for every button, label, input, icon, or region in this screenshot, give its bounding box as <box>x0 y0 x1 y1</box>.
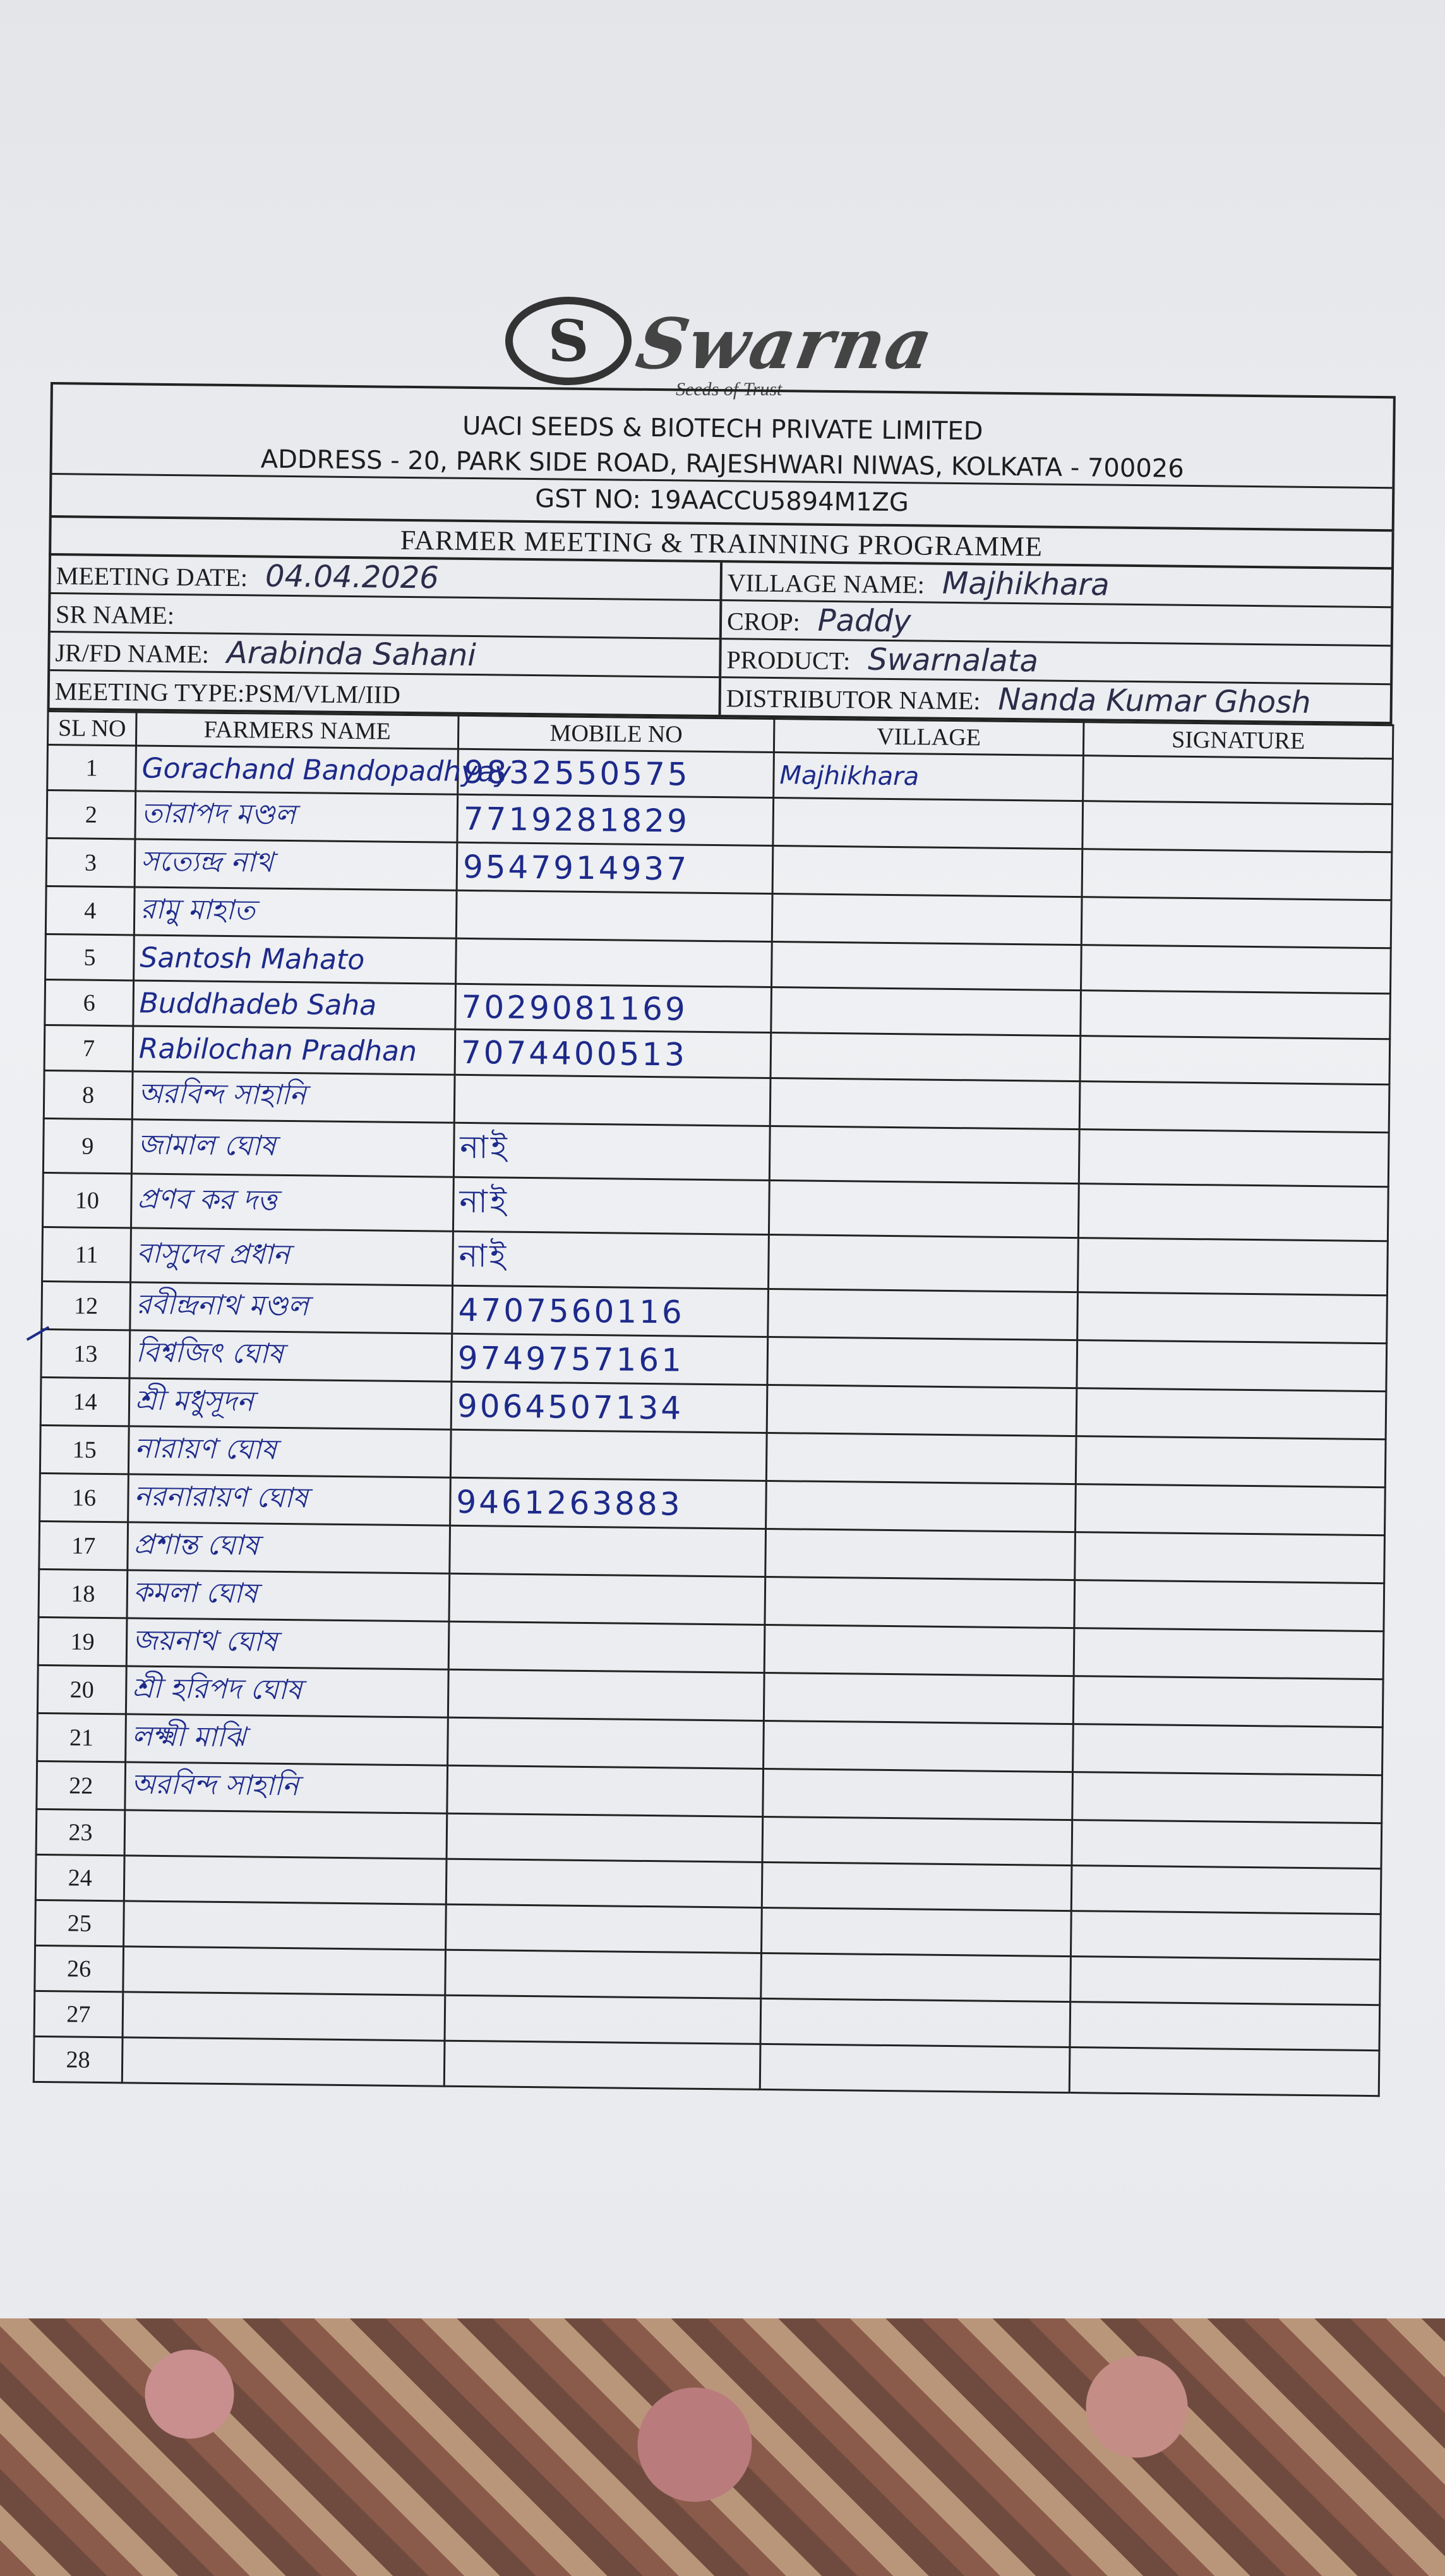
village-cell <box>760 1998 1070 2047</box>
logo-s-icon: S <box>505 297 632 385</box>
mobile-cell: 9749757161 <box>452 1333 768 1385</box>
village-cell <box>772 894 1082 945</box>
village-cell <box>762 1816 1072 1865</box>
mobile-cell <box>450 1525 766 1577</box>
signature-cell <box>1075 1532 1385 1583</box>
jr-name-value: Arabinda Sahani <box>226 635 477 674</box>
farmer-name-cell: কমলা ঘোষ <box>127 1570 450 1621</box>
signature-cell <box>1077 1292 1388 1344</box>
farmer-name-cell: Rabilochan Pradhan <box>133 1026 455 1075</box>
jr-name-label: JR/FD NAME: <box>55 638 210 669</box>
product-value: Swarnalata <box>868 641 1039 679</box>
farmer-name-cell: লক্ষ্মী মাঝি <box>126 1714 448 1765</box>
sl-cell: 27 <box>34 1991 123 2037</box>
village-name-field <box>722 563 1391 608</box>
logo-wordmark: Swarna <box>630 303 940 385</box>
village-cell <box>770 1078 1080 1129</box>
sl-cell: 15 <box>40 1425 129 1474</box>
mobile-cell: 7029081169 <box>455 984 772 1032</box>
signature-cell <box>1082 849 1392 900</box>
crop-field <box>722 601 1391 647</box>
signature-cell <box>1081 897 1391 948</box>
village-cell <box>767 1385 1077 1436</box>
signature-cell <box>1069 2048 1379 2096</box>
signature-cell <box>1078 1184 1388 1241</box>
farmer-name-cell: নারায়ণ ঘোষ <box>128 1426 451 1477</box>
sl-cell: 20 <box>37 1665 126 1714</box>
mobile-cell <box>450 1429 767 1481</box>
sl-cell: 3 <box>46 838 135 886</box>
village-cell <box>769 1180 1079 1237</box>
farmer-name-cell: প্রণব কর দত্ত <box>131 1174 453 1231</box>
sl-cell: 28 <box>33 2036 123 2082</box>
crop-value: Paddy <box>817 602 911 640</box>
village-cell <box>764 1720 1074 1772</box>
mobile-cell: নাই <box>453 1231 769 1289</box>
farmer-name-cell: Buddhadeb Saha <box>133 981 456 1029</box>
farmer-name-cell: রামু মাহাত <box>134 887 457 938</box>
company-header <box>49 382 1396 532</box>
sl-cell: 8 <box>44 1070 133 1119</box>
signature-cell <box>1074 1628 1384 1679</box>
meeting-info-left <box>50 556 720 715</box>
mobile-cell: 9832550575 <box>458 749 774 797</box>
mobile-cell <box>449 1573 765 1625</box>
distributor-label: DISTRIBUTOR NAME: <box>726 684 981 715</box>
mobile-cell <box>445 1950 762 1998</box>
village-cell <box>765 1577 1075 1628</box>
farmer-name-cell <box>123 1947 446 1995</box>
mobile-cell <box>456 938 772 987</box>
village-cell <box>770 1033 1081 1082</box>
signature-cell <box>1070 2002 1380 2051</box>
village-cell <box>767 1337 1077 1388</box>
village-name-value: Majhikhara <box>942 565 1110 603</box>
col-header-mobile: MOBILE NO <box>458 715 774 752</box>
sl-cell: 16 <box>40 1473 129 1522</box>
village-cell <box>763 1768 1073 1820</box>
farmer-name-cell: জামাল ঘোষ <box>131 1119 454 1177</box>
distributor-value: Nanda Kumar Ghosh <box>998 681 1311 720</box>
meeting-type-field <box>50 671 719 715</box>
mobile-cell <box>446 1904 762 1953</box>
village-cell <box>769 1126 1079 1183</box>
farmer-name-cell: অরবিন্দ সাহানি <box>132 1071 455 1123</box>
farmer-name-cell <box>124 1810 447 1859</box>
farmer-name-cell: জয়নাথ ঘোষ <box>126 1618 449 1669</box>
sl-cell: 12 <box>42 1281 131 1330</box>
signature-cell <box>1072 1772 1382 1823</box>
signature-cell <box>1074 1580 1384 1631</box>
sl-cell: 26 <box>35 1945 124 1991</box>
farmer-name-cell: শ্রী হরিপদ ঘোষ <box>126 1666 448 1717</box>
village-cell <box>766 1433 1076 1484</box>
farmer-name-cell: Santosh Mahato <box>134 935 457 984</box>
meeting-form <box>33 382 1396 2097</box>
mobile-cell <box>447 1765 764 1816</box>
sl-cell: 7 <box>44 1025 133 1071</box>
sl-cell: 4 <box>45 886 135 934</box>
col-header-sl: SL NO <box>47 711 136 745</box>
mobile-cell: 9547914937 <box>457 842 773 893</box>
mobile-cell <box>444 2041 760 2089</box>
village-cell <box>761 1953 1071 2001</box>
sl-cell: 9 <box>43 1118 132 1173</box>
signature-cell <box>1082 801 1393 852</box>
signature-cell <box>1073 1724 1383 1775</box>
signature-cell <box>1076 1388 1386 1440</box>
product-label: PRODUCT: <box>726 645 851 676</box>
signature-cell <box>1079 1082 1389 1133</box>
sl-cell: 1 <box>47 744 136 790</box>
farmer-name-cell: নরনারায়ণ ঘোষ <box>128 1474 451 1525</box>
village-cell <box>773 798 1083 849</box>
meeting-type-label: MEETING TYPE:PSM/VLM/IID <box>54 677 401 709</box>
village-name-label: VILLAGE NAME: <box>727 568 925 599</box>
mobile-cell <box>454 1075 770 1126</box>
signature-cell <box>1071 1866 1381 1914</box>
crop-label: CROP: <box>726 607 800 636</box>
sl-cell: 10 <box>42 1172 131 1227</box>
sl-cell: 21 <box>37 1713 126 1762</box>
sl-cell: 17 <box>39 1521 128 1570</box>
logo-tagline: Seeds of Trust <box>676 379 782 400</box>
sl-cell: 14 <box>40 1377 129 1426</box>
mobile-cell <box>448 1621 765 1673</box>
signature-cell <box>1081 945 1391 994</box>
signature-cell <box>1083 756 1393 804</box>
sl-cell: 23 <box>36 1809 125 1855</box>
mobile-cell: 4707560116 <box>452 1285 769 1337</box>
sl-cell: 13 <box>41 1329 130 1378</box>
mobile-cell: নাই <box>453 1177 769 1234</box>
village-cell <box>764 1673 1074 1724</box>
mobile-cell <box>456 890 772 941</box>
farmer-name-cell: তারাপদ মণ্ডল <box>135 791 458 842</box>
background-cloth <box>0 2318 1445 2576</box>
village-cell <box>771 987 1081 1036</box>
mobile-cell: 9461263883 <box>450 1477 767 1529</box>
distributor-field <box>721 678 1391 722</box>
sl-cell: 2 <box>47 790 136 838</box>
farmer-name-cell <box>124 1901 447 1950</box>
signature-cell <box>1077 1238 1388 1296</box>
signature-cell <box>1081 991 1391 1039</box>
village-cell <box>772 846 1082 897</box>
village-cell <box>764 1625 1074 1676</box>
sl-cell: 25 <box>35 1900 124 1946</box>
sl-cell: 18 <box>39 1569 128 1618</box>
farmer-name-cell: বাসুদেব প্রধান <box>131 1228 453 1285</box>
mobile-cell: 7074400513 <box>455 1029 771 1078</box>
col-header-farmer-name: FARMERS NAME <box>136 712 459 749</box>
village-cell <box>762 1862 1072 1911</box>
col-header-signature: SIGNATURE <box>1083 722 1393 759</box>
sr-name-field <box>51 594 720 640</box>
village-cell <box>768 1289 1078 1340</box>
sl-cell: 19 <box>38 1617 127 1666</box>
mobile-cell: নাই <box>453 1123 770 1180</box>
village-cell: Majhikhara <box>774 753 1084 801</box>
signature-cell <box>1072 1820 1382 1869</box>
village-cell <box>772 942 1082 991</box>
farmer-name-cell <box>122 2037 445 2086</box>
mobile-cell <box>448 1717 764 1768</box>
company-gst: GST NO: 19AACCU5894M1ZG <box>534 484 909 518</box>
farmer-name-cell: অরবিন্দ সাহানি <box>125 1762 448 1813</box>
village-cell <box>760 2044 1070 2092</box>
meeting-info <box>47 556 1394 724</box>
mobile-cell: 9064507134 <box>451 1381 767 1433</box>
farmer-name-cell: সত্যেন্দ্র নাথ <box>135 839 457 890</box>
signature-cell <box>1079 1130 1389 1187</box>
farmer-name-cell: Gorachand Bandopadhyay <box>136 746 459 794</box>
mobile-cell <box>447 1813 763 1862</box>
jr-name-field <box>50 633 719 678</box>
signature-cell <box>1076 1436 1386 1488</box>
farmer-name-cell: রবীন্দ্রনাথ মণ্ডল <box>130 1282 453 1333</box>
farmer-name-cell: বিশ্বজিৎ ঘোষ <box>129 1330 452 1381</box>
signature-cell <box>1070 1911 1381 1960</box>
signature-cell <box>1070 1957 1381 2005</box>
meeting-date-label: MEETING DATE: <box>56 561 248 592</box>
sl-cell: 6 <box>45 979 134 1025</box>
farmer-name-cell: শ্রী মধুসূদন <box>129 1378 452 1429</box>
mobile-cell <box>448 1669 764 1720</box>
mobile-cell <box>446 1859 762 1907</box>
village-cell <box>762 1907 1072 1956</box>
col-header-village: VILLAGE <box>774 719 1084 756</box>
company-address: ADDRESS - 20, PARK SIDE ROAD, RAJESHWARI NIWAS, KOLKATA - 700026 <box>260 444 1184 484</box>
village-cell <box>765 1529 1076 1580</box>
mobile-cell <box>445 1995 761 2044</box>
sl-cell: 5 <box>45 934 135 980</box>
signature-cell <box>1073 1676 1383 1727</box>
product-field <box>721 640 1391 685</box>
sl-cell: 11 <box>42 1227 131 1282</box>
programme-title: FARMER MEETING & TRAINNING PROGRAMME <box>49 518 1394 569</box>
farmer-name-cell: প্রশান্ত ঘোষ <box>128 1522 450 1573</box>
meeting-info-right <box>719 563 1391 722</box>
sr-name-label: SR NAME: <box>55 600 175 630</box>
village-cell <box>769 1234 1079 1292</box>
signature-cell <box>1077 1340 1387 1392</box>
sl-cell: 22 <box>37 1761 126 1810</box>
signature-cell <box>1080 1036 1390 1085</box>
sl-cell: 24 <box>35 1854 124 1900</box>
farmers-table <box>33 710 1394 2097</box>
farmer-name-cell <box>123 1992 445 2041</box>
farmer-name-cell <box>124 1856 447 1904</box>
meeting-date-value: 04.04.2026 <box>265 558 440 596</box>
signature-cell <box>1076 1484 1386 1535</box>
mobile-cell: 7719281829 <box>457 794 774 845</box>
company-name: UACI SEEDS & BIOTECH PRIVATE LIMITED <box>462 411 983 446</box>
meeting-date-field <box>51 556 720 601</box>
village-cell <box>766 1481 1076 1532</box>
